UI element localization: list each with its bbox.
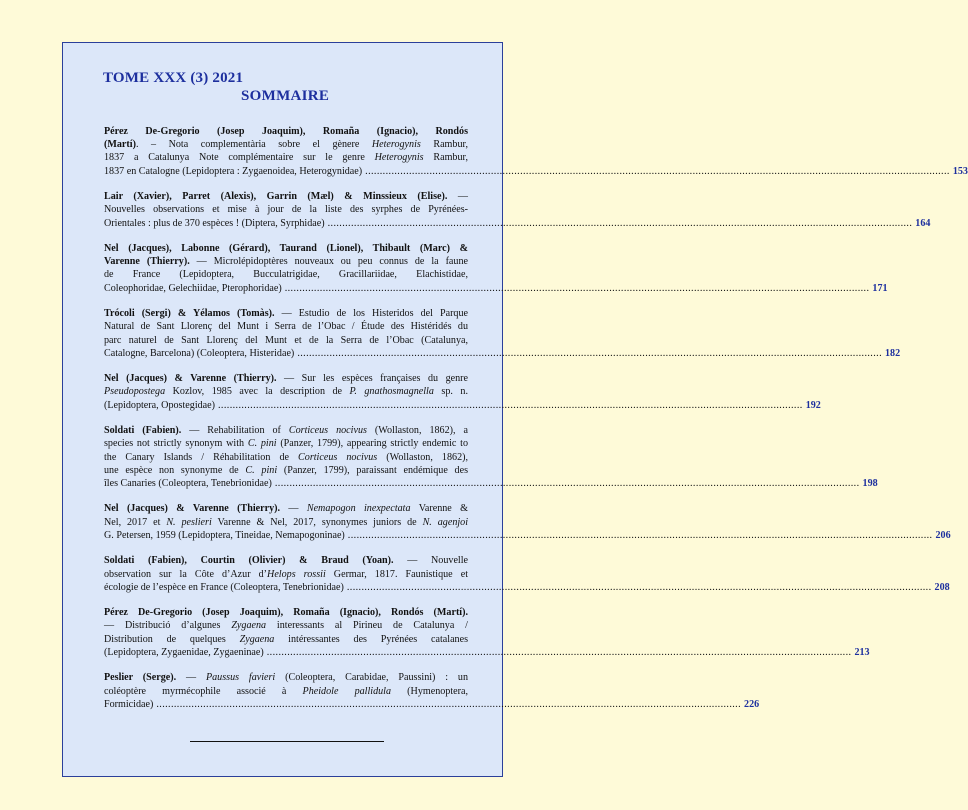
entry-line <box>104 151 468 164</box>
entry-line <box>104 347 901 360</box>
entry-text: Nouvelles observations et mise à jour de la liste des syrphes de Pyrénées- <box>104 204 468 216</box>
leader-dots: ........................................................................................................................................................................................................ <box>274 477 860 489</box>
leader-dots: ........................................................................................................................................................................................................ <box>284 282 870 294</box>
volume-title: TOME XXX (3) 2021 <box>103 70 244 86</box>
entry-line-text <box>104 217 325 230</box>
summary-entry <box>104 372 821 412</box>
page-number: 171 <box>872 282 888 294</box>
entry-text: de France (Lepidoptera, Bucculatrigidae, Gracillariidae, Elachistidae, <box>104 269 468 281</box>
entry-text: Natural de Sant Llorenç del Munt i Serra de l’Obac / Étude des Histéridés du <box>104 321 468 333</box>
entry-authors: Soldati (Fabien). <box>104 425 182 437</box>
entry-text: coléoptère myrmécophile associé à <box>104 685 303 697</box>
entry-line-text <box>104 698 153 711</box>
entry-text: (Lepidoptera, Zygaenidae, Zygaeninae) <box>104 646 264 658</box>
entry-line-text <box>104 347 294 360</box>
entry-authors: Varenne (Thierry). <box>104 256 190 268</box>
entry-text: une espèce non synonyme de <box>104 464 246 476</box>
entry-line <box>104 437 468 450</box>
entry-line-text <box>104 568 468 581</box>
header <box>103 69 463 105</box>
entry-line <box>104 606 468 619</box>
entry-authors: Trócoli (Sergi) & Yélamos (Tomàs). <box>104 308 275 320</box>
entry-line-text <box>104 581 344 594</box>
entry-text: G. Petersen, 1959 (Lepidoptera, Tineidae, Nemapogoninae) <box>104 529 345 541</box>
entry-text: interessants al Pirineu de Catalunya / <box>266 620 468 632</box>
entry-authors: Nel (Jacques) & Varenne (Thierry). <box>104 503 280 515</box>
entry-line <box>104 619 468 632</box>
summary-entry <box>104 424 878 490</box>
entry-line-text <box>104 203 468 216</box>
entry-text: Germar, 1817. Faunistique et <box>325 568 468 580</box>
leader-dots: ........................................................................................................................................................................................................ <box>218 399 803 411</box>
taxon-name: C. pini <box>245 464 278 476</box>
entry-line-text <box>104 334 468 347</box>
summary-entry <box>104 125 968 178</box>
entry-text: (Lepidoptera, Opostegidae) <box>104 399 215 411</box>
entry-line-text <box>104 646 264 659</box>
entry-line-text <box>104 190 468 203</box>
taxon-name: Zygaena <box>231 620 267 632</box>
leader-dots: ........................................................................................................................................................................................................ <box>327 217 913 229</box>
entry-line <box>104 516 468 529</box>
taxon-name: Corticeus nocivus <box>298 451 378 463</box>
page-number: 164 <box>915 217 931 229</box>
leader-dots: ........................................................................................................................................................................................................ <box>156 698 742 710</box>
entry-line-text <box>104 255 468 268</box>
summary-entry <box>104 242 888 295</box>
entry-line-text <box>104 138 468 151</box>
entry-line <box>104 529 951 542</box>
entry-authors: Nel (Jacques) & Varenne (Thierry). <box>104 373 277 385</box>
taxon-name: C. pini <box>247 438 277 450</box>
entry-line <box>104 125 468 138</box>
entry-line <box>104 464 468 477</box>
entry-line-text <box>104 424 468 437</box>
entry-line <box>104 633 468 646</box>
summary-entry <box>104 554 950 594</box>
entry-line <box>104 554 468 567</box>
entry-text: Catalogne, Barcelona) (Coleoptera, Histeridae) <box>104 347 295 359</box>
entry-line <box>104 646 870 659</box>
entry-line <box>104 581 950 594</box>
entry-line-text <box>104 685 468 698</box>
summary-entry <box>104 307 901 360</box>
entry-text: 1837 a Catalunya Note complémentaire sur le genre <box>104 152 375 164</box>
entry-line-text <box>104 451 468 464</box>
taxon-name: N. peslieri <box>166 516 212 528</box>
entry-text: — Estudio de los Histeridos del Parque <box>274 308 469 320</box>
taxon-name: Nemapogon inexpectata <box>306 503 411 515</box>
entry-authors: Lair (Xavier), Parret (Alexis), Garrin (Mæl) & Minssieux (Elise). <box>104 191 448 203</box>
page-number: 208 <box>934 581 950 593</box>
entry-text: parc naturel de Sant Llorenç del Munt et de la Serra de l’Obac (Catalunya, <box>104 334 468 346</box>
entry-text: (Panzer, 1799), appearing strictly endemic to <box>276 438 468 450</box>
entry-authors: Nel (Jacques), Labonne (Gérard), Taurand (Lionel), Thibault (Marc) & <box>104 243 468 255</box>
entry-text: species not strictly synonym with <box>104 438 248 450</box>
entry-line-text <box>104 282 282 295</box>
taxon-name: Pseudopostega <box>104 386 166 398</box>
entry-text: (Hymenoptera, <box>391 685 468 697</box>
entry-line <box>104 451 468 464</box>
entry-text: — <box>280 503 307 515</box>
summary-entry <box>104 671 760 711</box>
entry-text: — <box>447 191 468 203</box>
entry-line <box>104 685 468 698</box>
entry-line-text <box>104 165 362 178</box>
entry-line-text <box>104 437 468 450</box>
entry-authors: Peslier (Serge). <box>104 672 177 684</box>
taxon-name: Heterogynis <box>374 152 424 164</box>
entry-line-text <box>104 151 468 164</box>
entry-text: Formicidae) <box>104 698 154 710</box>
entry-line-text <box>104 307 468 320</box>
taxon-name: Zygaena <box>239 633 275 645</box>
leader-dots: ........................................................................................................................................................................................................ <box>346 581 932 593</box>
entry-line-text <box>104 268 468 281</box>
taxon-name: Helops rossii <box>267 568 326 580</box>
bottom-divider <box>190 741 384 742</box>
entry-line <box>104 165 968 178</box>
entry-line <box>104 372 468 385</box>
entry-line-text <box>104 671 468 684</box>
entry-line <box>104 399 821 412</box>
entry-text: Varenne & Nel, 2017, synonymes juniors de <box>211 516 423 528</box>
page-number: 213 <box>854 646 870 658</box>
entry-text: sp. n. <box>433 386 468 398</box>
entry-text: observation sur la Côte d’Azur d’ <box>104 568 268 580</box>
entry-text: intéressantes des Pyrénées catalanes <box>274 633 469 645</box>
page-number: 198 <box>862 477 878 489</box>
entry-text: — Nouvelle <box>393 555 469 567</box>
entry-line-text <box>104 477 272 490</box>
taxon-name: Heterogynis <box>371 139 421 151</box>
entry-line <box>104 255 468 268</box>
entry-text: — Sur les espèces françaises du genre <box>276 373 468 385</box>
taxon-name: Corticeus nocivus <box>288 425 367 437</box>
entry-text: Nel, 2017 et <box>104 516 167 528</box>
entry-line <box>104 385 468 398</box>
entry-text: — <box>176 672 206 684</box>
entry-line <box>104 334 468 347</box>
taxon-name: Paussus favieri <box>205 672 276 684</box>
summary-page <box>62 42 968 777</box>
sommaire-heading: SOMMAIRE <box>241 88 330 104</box>
entry-text: — Rehabilitation of <box>181 425 289 437</box>
entry-text: (Coleoptera, Carabidae, Paussini) : un <box>275 672 468 684</box>
leader-dots: ........................................................................................................................................................................................................ <box>365 165 950 177</box>
entry-text: écologie de l’espèce en France (Coleoptera, Tenebrionidae) <box>104 581 344 593</box>
entry-line <box>104 138 468 151</box>
entries-list <box>104 125 968 723</box>
taxon-name: P. gnathosmagnella <box>349 386 434 398</box>
entry-text: (Wollaston, 1862), a <box>366 425 468 437</box>
entry-text: . – Nota complementària sobre el gènere <box>135 139 372 151</box>
entry-line <box>104 424 468 437</box>
entry-line-text <box>104 619 468 632</box>
entry-authors: Pérez De-Gregorio (Josep Joaquim), Romaña (Ignacio), Rondós <box>104 126 468 137</box>
entry-text: Orientales : plus de 370 espèces ! (Diptera, Syrphidae) <box>104 217 325 229</box>
entry-text: Rambur, <box>420 139 468 151</box>
entry-text: — Microlépidoptères nouveaux ou peu connus de la faune <box>189 256 468 268</box>
entry-line <box>104 320 468 333</box>
entry-line-text <box>104 242 468 255</box>
entry-line-text <box>104 372 468 385</box>
summary-entry <box>104 606 870 659</box>
entry-text: Distribution de quelques <box>104 633 240 645</box>
entry-line-text <box>104 633 468 646</box>
entry-line <box>104 671 468 684</box>
entry-text: Varenne & <box>410 503 469 515</box>
summary-entry <box>104 502 951 542</box>
entry-text: 1837 en Catalogne (Lepidoptera : Zygaenoidea, Heterogynidae) <box>104 165 363 177</box>
entry-authors: Pérez De-Gregorio (Josep Joaquim), Romaña (Ignacio), Rondós (Martí). <box>104 607 468 619</box>
leader-dots: ........................................................................................................................................................................................................ <box>297 347 882 359</box>
entry-line-text <box>104 399 215 412</box>
leader-dots: ........................................................................................................................................................................................................ <box>347 529 933 541</box>
leader-dots: ........................................................................................................................................................................................................ <box>266 646 852 658</box>
entry-text: the Canary Islands / Réhabilitation de <box>104 451 299 463</box>
taxon-name: Pheidole pallidula <box>302 685 392 697</box>
entry-line-text <box>104 529 345 542</box>
entry-line-text <box>104 606 468 619</box>
entry-line <box>104 242 468 255</box>
entry-line-text <box>104 125 468 138</box>
entry-text: — Distribució d’algunes <box>104 620 232 632</box>
taxon-name: N. agenjoi <box>422 516 469 528</box>
entry-line <box>104 477 878 490</box>
entry-text: (Panzer, 1799), paraissant endémique des <box>277 464 469 476</box>
page-number: 182 <box>885 347 901 359</box>
page-number: 153 <box>952 165 968 177</box>
entry-line <box>104 203 468 216</box>
entry-line <box>104 190 468 203</box>
entry-line <box>104 282 888 295</box>
entry-line-text <box>104 320 468 333</box>
entry-line <box>104 698 760 711</box>
entry-line <box>104 568 468 581</box>
entry-line <box>104 502 468 515</box>
entry-line <box>104 268 468 281</box>
entry-text: Coleophoridae, Gelechiidae, Pterophoridae) <box>104 282 282 294</box>
entry-text: Kozlov, 1985 avec la description de <box>165 386 350 398</box>
entry-text: Rambur, <box>423 152 468 164</box>
entry-authors: (Martí) <box>104 139 136 151</box>
entry-text: îles Canaries (Coleoptera, Tenebrionidae) <box>104 477 272 489</box>
entry-line-text <box>104 385 468 398</box>
entry-line <box>104 307 468 320</box>
entry-authors: Soldati (Fabien), Courtin (Olivier) & Braud (Yoan). <box>104 555 394 567</box>
summary-entry <box>104 190 931 230</box>
entry-line <box>104 217 931 230</box>
page-number: 226 <box>744 698 760 710</box>
entry-line-text <box>104 516 468 529</box>
page-number: 206 <box>935 529 951 541</box>
page-number: 192 <box>805 399 821 411</box>
entry-text: (Wollaston, 1862), <box>377 451 469 463</box>
entry-line-text <box>104 464 468 477</box>
entry-line-text <box>104 502 468 515</box>
entry-line-text <box>104 554 468 567</box>
